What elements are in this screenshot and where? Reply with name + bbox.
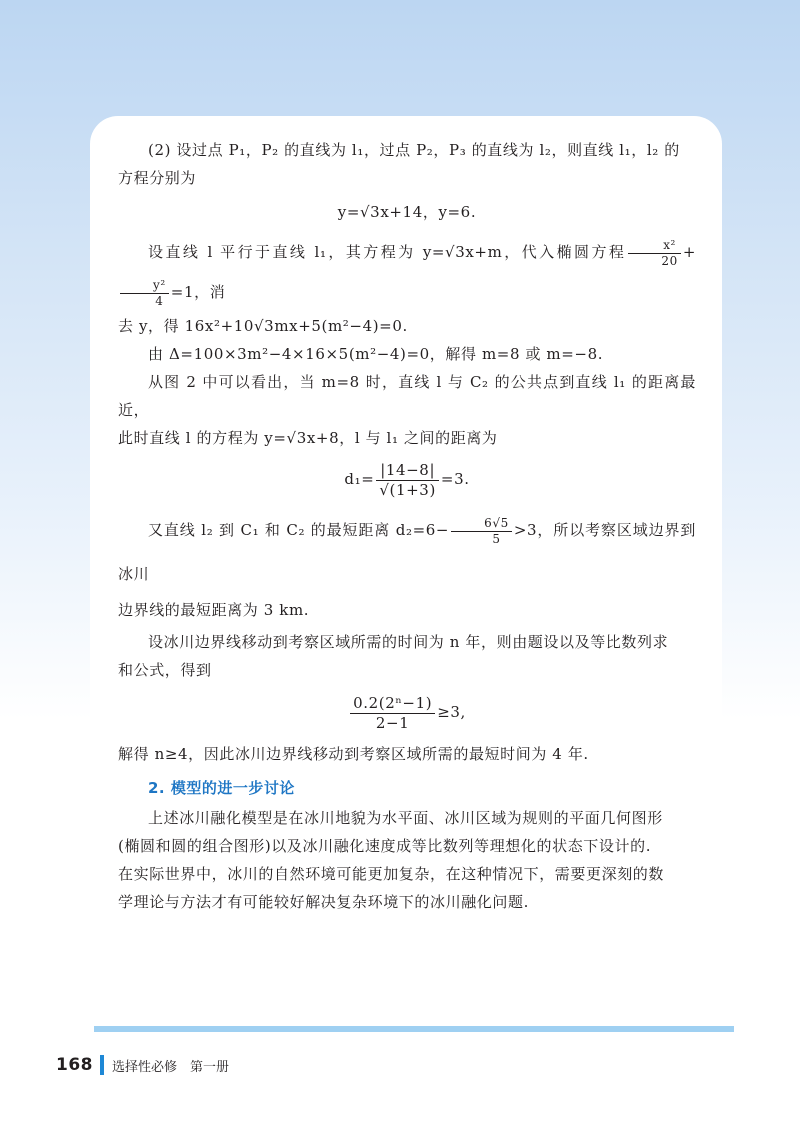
book-title: 选择性必修 第一册 xyxy=(112,1059,230,1075)
paragraph-line: 从图 2 中可以看出，当 m=8 时，直线 l 与 C₂ 的公共点到直线 l₁ 的距离最近， xyxy=(118,373,696,419)
fraction-geometric-sum xyxy=(350,694,435,733)
paragraph-line: 学理论与方法才有可能较好解决复杂环境下的冰川融化问题. xyxy=(118,893,529,911)
fraction-denominator: 20 xyxy=(661,253,678,268)
fraction-numerator: 0.2(2ⁿ−1) xyxy=(350,694,435,714)
footer-divider xyxy=(100,1055,104,1075)
fraction-6sqrt5-over-5 xyxy=(451,516,512,547)
equation-rhs: =3. xyxy=(440,470,470,488)
fraction-denominator: √(1+3) xyxy=(379,480,436,499)
paragraph-line: 边界线的最短距离为 3 km. xyxy=(118,601,310,619)
paragraph-line: 在实际世界中，冰川的自然环境可能更加复杂，在这种情况下，需要更深刻的数 xyxy=(118,865,665,883)
paragraph-text: =1，消 xyxy=(170,283,226,301)
equation-lines: y=√3x+14，y=6. xyxy=(337,203,477,221)
paragraph-text: >3，所以考察区域边界到冰川 xyxy=(118,521,696,583)
paragraph-text: 又直线 l₂ 到 C₁ 和 C₂ 的最短距离 d₂=6− xyxy=(148,521,450,539)
fraction-y2-over-4 xyxy=(120,278,169,309)
paragraph-line: 上述冰川融化模型是在冰川地貌为水平面、冰川区域为规则的平面几何图形 xyxy=(148,809,663,827)
page-content xyxy=(118,136,696,916)
fraction-numerator: 6√5 xyxy=(451,516,512,532)
paragraph-line: 此时直线 l 的方程为 y=√3x+8，l 与 l₁ 之间的距离为 xyxy=(118,429,498,447)
fraction-numerator: |14−8| xyxy=(376,461,439,481)
paragraph-line: 设冰川边界线移动到考察区域所需的时间为 n 年，则由题设以及等比数列求 xyxy=(148,633,669,651)
page-number: 168 xyxy=(56,1055,93,1075)
paragraph-line: 和公式，得到 xyxy=(118,661,212,679)
fraction-denominator: 2−1 xyxy=(375,713,410,732)
paragraph-line: 解得 n≥4，因此冰川边界线移动到考察区域所需的最短时间为 4 年. xyxy=(118,745,589,763)
fraction-denominator: 5 xyxy=(492,531,501,546)
paragraph-line: 由 Δ=100×3m²−4×16×5(m²−4)=0，解得 m=8 或 m=−8. xyxy=(148,345,604,363)
page-footer xyxy=(56,1054,229,1076)
equation-rhs: ≥3, xyxy=(437,703,466,721)
paragraph-line: 去 y，得 16x²+10√3mx+5(m²−4)=0. xyxy=(118,317,408,335)
plus-sign: + xyxy=(682,243,696,261)
paragraph-line: (2) 设过点 P₁，P₂ 的直线为 l₁，过点 P₂，P₃ 的直线为 l₂，则直线 l₁，l₂ 的 xyxy=(148,141,680,159)
equation-geometric-sum xyxy=(118,690,696,734)
paragraph-shortest-distance xyxy=(118,508,696,596)
fraction-distance xyxy=(376,461,439,500)
footer-rule xyxy=(94,1026,734,1032)
section-heading: 2. 模型的进一步讨论 xyxy=(148,779,295,797)
paragraph-line: (椭圆和圆的组合图形)以及冰川融化速度成等比数列等理想化的状态下设计的. xyxy=(118,837,652,855)
fraction-numerator: x² xyxy=(628,238,680,254)
paragraph-line: 方程分别为 xyxy=(118,169,197,187)
paragraph-ellipse-substitution xyxy=(118,232,696,312)
fraction-denominator: 4 xyxy=(155,293,164,308)
fraction-x2-over-20 xyxy=(628,238,680,269)
paragraph-text: 设直线 l 平行于直线 l₁，其方程为 y=√3x+m，代入椭圆方程 xyxy=(148,243,627,261)
fraction-numerator: y² xyxy=(120,278,169,294)
equation-lhs: d₁= xyxy=(344,470,375,488)
equation-distance xyxy=(118,456,696,502)
